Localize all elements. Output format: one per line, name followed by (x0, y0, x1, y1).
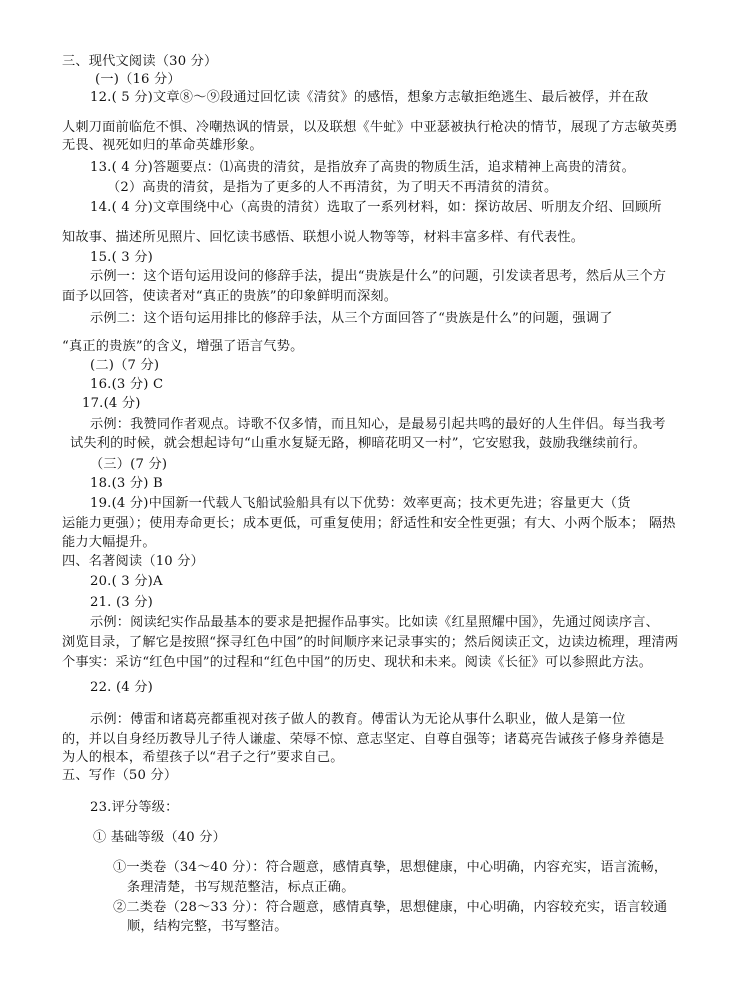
answer-17-line-1: 示例：我赞同作者观点。诗歌不仅多情，而且知心，是最易引起共鸣的最好的人生伴侣。每当我考 (90, 417, 666, 432)
answer-17-line-2: 试失利的时候，就会想起诗句“山重水复疑无路，柳暗花明又一村”，它安慰我，鼓励我继续前行。 (70, 436, 647, 451)
answer-17-heading: 17.(4 分) (82, 396, 141, 411)
answer-12-line-2: 人刺刀面前临危不惧、冷嘲热讽的情景，以及联想《牛虻》中亚瑟被执行枪决的情节，展现了方志敏英勇 (62, 120, 678, 135)
answer-16: 16.(3 分) C (90, 377, 164, 392)
subsection-heading-2: (二)（7 分) (90, 358, 160, 373)
answer-15-example-1-line-2: 面予以回答，使读者对“真正的贵族”的印象鲜明而深刻。 (62, 289, 398, 304)
answer-21-line-2: 浏览目录，了解它是按照“探寻红色中国”的时间顺序来记录事实的；然后阅读正文，边读边梳理，理清两 (62, 635, 679, 650)
answer-13-line-2: （2）高贵的清贫，是指为了更多的人不再清贫，为了明天不再清贫的清贫。 (107, 180, 558, 195)
section-heading-writing: 五、写作（50 分） (62, 768, 178, 783)
basic-grade-heading: ① 基础等级（40 分） (93, 830, 227, 845)
subsection-heading-1: (一)（16 分） (95, 72, 181, 87)
answer-13-line-1: 13.( 4 分)答题要点：⑴高贵的清贫，是指放弃了高贵的物质生活，追求精神上高贵的清贫。 (90, 160, 635, 175)
answer-12-line-1: 12.( 5 分)文章⑧～⑨段通过回忆读《清贫》的感悟，想象方志敏拒绝逃生、最后被俘，并在敌 (90, 90, 649, 105)
grade-1-line-2: 条理清楚，书写规范整洁，标点正确。 (127, 880, 355, 895)
answer-23-heading: 23.评分等级： (90, 800, 179, 815)
section-heading-classics-reading: 四、名著阅读（10 分） (62, 554, 205, 569)
answer-15-heading: 15.( 3 分) (90, 250, 154, 265)
answer-14-line-2: 知故事、描述所见照片、回忆读书感悟、联想小说人物等等，材料丰富多样、有代表性。 (62, 230, 585, 245)
answer-21-heading: 21. (3 分) (90, 595, 154, 610)
answer-15-example-2-line-2: “真正的贵族”的含义，增强了语言气势。 (62, 339, 304, 354)
answer-18: 18.(3 分) B (90, 476, 163, 491)
grade-1-line-1: ①一类卷（34～40 分）：符合题意，感情真挚，思想健康，中心明确，内容充实，语言流畅， (113, 860, 668, 875)
subsection-heading-3: （三）(7 分) (90, 457, 168, 472)
answer-15-example-2-line-1: 示例二：这个语句运用排比的修辞手法，从三个方面回答了“贵族是什么”的问题，强调了 (90, 311, 613, 326)
answer-22-line-2: 的，并以自身经历教导儿子待人谦虚、荣辱不惊、意志坚定、自尊自强等；诸葛亮告诫孩子修身养德是 (62, 732, 665, 747)
section-heading-modern-reading: 三、现代文阅读（30 分） (62, 54, 218, 69)
answer-19-line-3: 能力大幅提升。 (62, 535, 156, 550)
answer-12-line-3: 无畏、视死如归的革命英雄形象。 (62, 138, 263, 153)
answer-22-line-1: 示例：傅雷和诸葛亮都重视对孩子做人的教育。傅雷认为无论从事什么职业，做人是第一位 (90, 712, 626, 727)
answer-19-line-2: 运能力更强）；使用寿命更长；成本更低，可重复使用；舒适性和安全性更强；有大、小两个版本； 隔热 (62, 516, 676, 531)
grade-2-line-1: ②二类卷（28～33 分）：符合题意，感情真挚，思想健康，中心明确，内容较充实，语言较通 (113, 900, 668, 915)
answer-22-heading: 22. (4 分) (90, 680, 154, 695)
answer-21-line-3: 个事实：采访“红色中国”的过程和“红色中国”的历史、现状和未来。阅读《长征》可以参照此方法。 (62, 655, 653, 670)
answer-19-line-1: 19.(4 分)中国新一代载人飞船试验船具有以下优势：效率更高；技术更先进；容量更大（货 (90, 496, 631, 511)
grade-2-line-2: 顺，结构完整，书写整洁。 (127, 919, 288, 934)
answer-20: 20.( 3 分)A (90, 574, 163, 589)
answer-21-line-1: 示例：阅读纪实作品最基本的要求是把握作品事实。比如读《红星照耀中国》，先通过阅读序言、 (90, 615, 660, 630)
answer-15-example-1-line-1: 示例一：这个语句运用设问的修辞手法，提出“贵族是什么”的问题，引发读者思考，然后从三个方 (90, 269, 667, 284)
answer-22-line-3: 为人的根本，希望孩子以“君子之行”要求自己。 (62, 750, 344, 765)
answer-14-line-1: 14.( 4 分)文章围绕中心（高贵的清贫）选取了一系列材料，如：探访故居、听朋友介绍、回顾所 (90, 200, 662, 215)
